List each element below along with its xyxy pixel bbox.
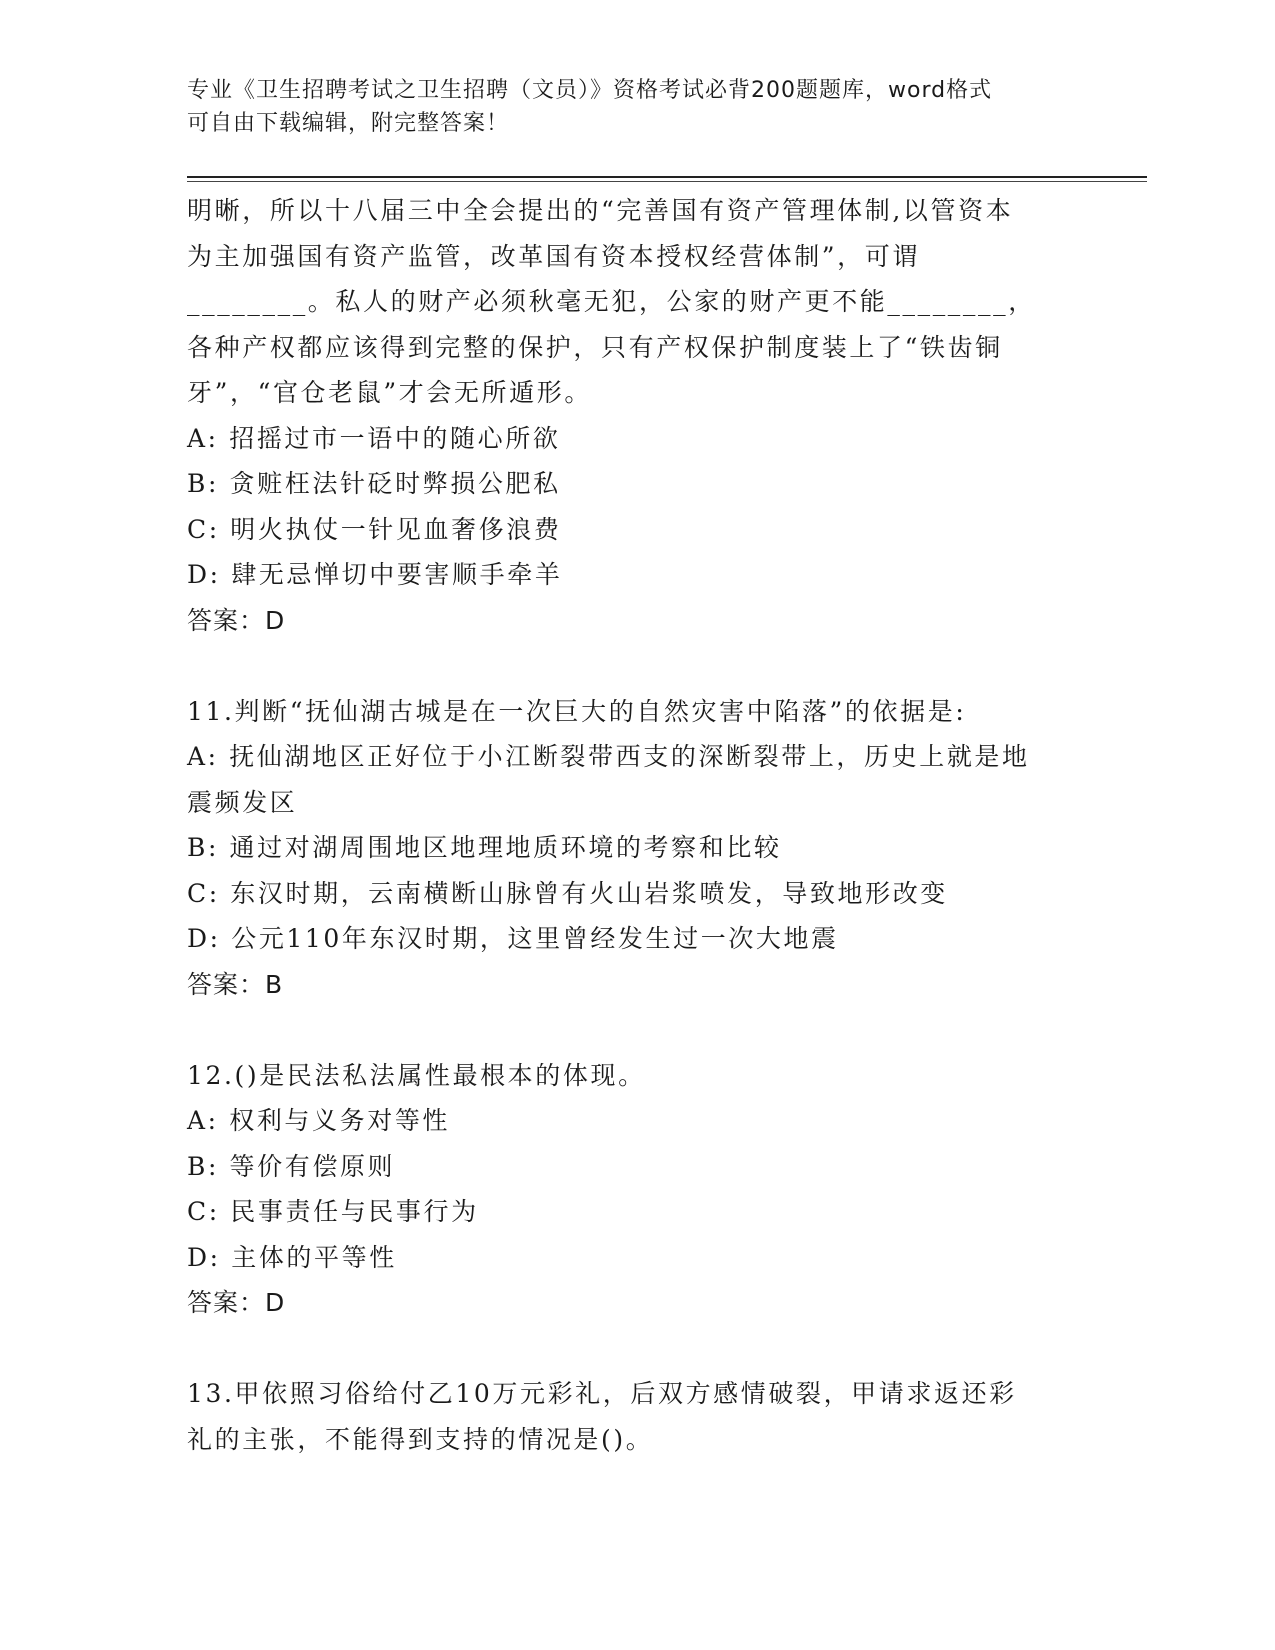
option-b: B: 等价有偿原则 [187, 1151, 396, 1181]
option-b: B: 通过对湖周围地区地理地质环境的考察和比较 [187, 833, 782, 862]
question-11 [187, 689, 1087, 1008]
option-c: C: 明火执仗一针见血奢侈浪费 [187, 514, 562, 544]
option-a-continued: 震频发区 [187, 787, 298, 817]
document-header [187, 74, 1087, 140]
question-text-line: ________。私人的财产必须秋毫无犯，公家的财产更不能________， [187, 287, 1036, 316]
option-d: D: 肆无忌惮切中要害顺手牵羊 [187, 560, 563, 589]
option-c: C: 东汉时期，云南横断山脉曾有火山岩浆喷发，导致地形改变 [187, 878, 948, 908]
question-12 [187, 1053, 1087, 1326]
answer-line: 答案：B [187, 969, 284, 999]
header-divider-thin [187, 181, 1147, 182]
question-stem-continued: 礼的主张，不能得到支持的情况是()。 [187, 1424, 654, 1454]
question-stem: 12.()是民法私法属性最根本的体现。 [187, 1060, 646, 1090]
spacer [187, 1007, 1087, 1053]
option-d: D: 公元110年东汉时期，这里曾经发生过一次大地震 [187, 924, 839, 953]
option-d: D: 主体的平等性 [187, 1242, 397, 1272]
option-b: B: 贪赃枉法针砭时弊损公肥私 [187, 469, 561, 498]
spacer [187, 643, 1087, 689]
option-c: C: 民事责任与民事行为 [187, 1197, 479, 1226]
header-divider-thick [187, 176, 1147, 178]
continued-question [187, 188, 1087, 643]
option-a: A: 权利与义务对等性 [187, 1106, 451, 1135]
question-text-line: 明晰，所以十八届三中全会提出的“完善国有资产管理体制,以管资本 [187, 196, 1014, 225]
question-text-line: 各种产权都应该得到完整的保护，只有产权保护制度装上了“铁齿铜 [187, 332, 1003, 362]
option-a: A: 抚仙湖地区正好位于小江断裂带西支的深断裂带上，历史上就是地 [187, 742, 1030, 771]
option-a: A: 招摇过市一语中的随心所欲 [187, 423, 561, 453]
question-stem: 11.判断“抚仙湖古城是在一次巨大的自然灾害中陷落”的依据是: [187, 696, 967, 726]
question-13 [187, 1371, 1087, 1462]
answer-line: 答案：D [187, 605, 286, 635]
document-body [187, 188, 1087, 1462]
header-line-1: 专业《卫生招聘考试之卫生招聘（文员）》资格考试必背200题题库，word格式 [187, 78, 993, 103]
answer-line: 答案：D [187, 1288, 286, 1317]
header-line-2: 可自由下载编辑，附完整答案！ [187, 111, 510, 136]
question-stem: 13.甲依照习俗给付乙10万元彩礼，后双方感情破裂，甲请求返还彩 [187, 1379, 1017, 1408]
question-text-line: 为主加强国有资产监管，改革国有资本授权经营体制”，可谓 [187, 241, 920, 271]
spacer [187, 1326, 1087, 1372]
question-text-line: 牙”，“官仓老鼠”才会无所遁形。 [187, 378, 592, 407]
